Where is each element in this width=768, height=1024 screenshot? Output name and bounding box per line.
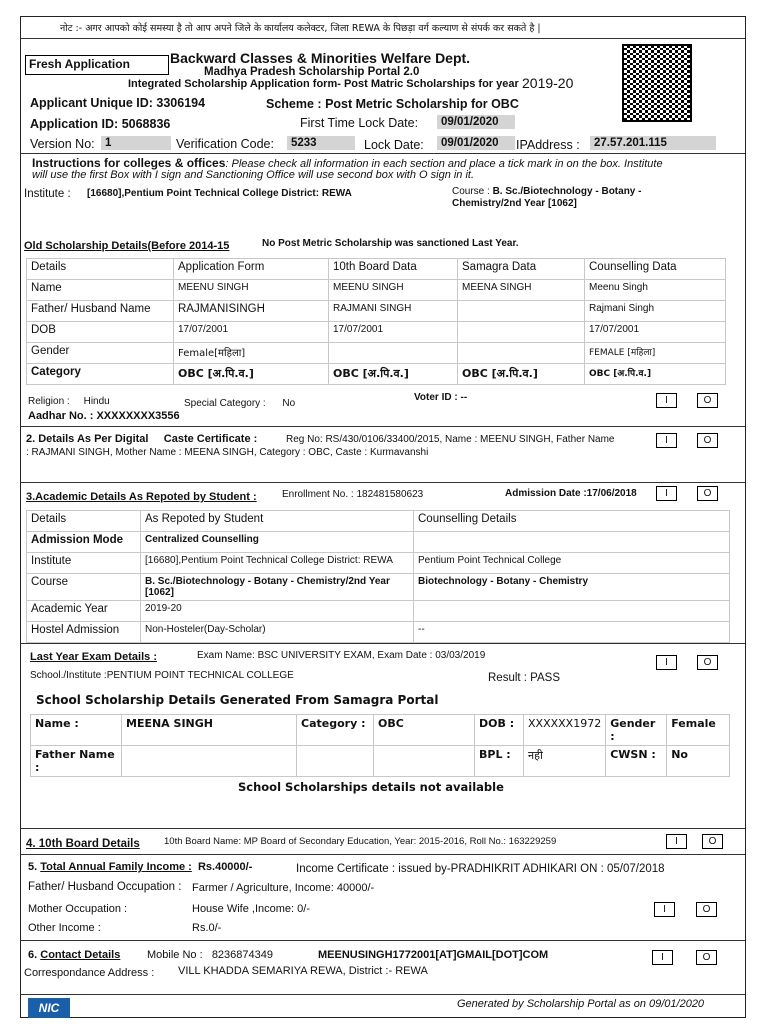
- scheme-value: Post Metric Scholarship for OBC: [325, 97, 519, 111]
- academic-table: [26, 510, 730, 643]
- special-category-value: No: [282, 398, 296, 409]
- table-cell: [329, 343, 458, 364]
- table-cell: [414, 601, 730, 622]
- institute-tick-box[interactable]: I: [656, 433, 677, 448]
- institute-tick-box[interactable]: I: [656, 486, 677, 501]
- course-value-2: Chemistry/2nd Year [1062]: [452, 198, 577, 209]
- academic-title: 3.Academic Details As Repoted by Student :: [26, 491, 257, 503]
- divider: [20, 854, 745, 855]
- table-header-cell: 10th Board Data: [329, 259, 458, 280]
- board-title: 4. 10th Board Details: [26, 838, 140, 850]
- unique-id-value: 3306194: [156, 96, 206, 110]
- first-lock-value: 09/01/2020: [437, 115, 515, 129]
- ip-value: 27.57.201.115: [590, 136, 716, 150]
- table-row: [27, 553, 730, 574]
- table-row: [27, 280, 726, 301]
- father-occupation-label: Father/ Husband Occupation :: [28, 881, 182, 893]
- table-cell: Meenu Singh: [585, 280, 726, 301]
- voter-id: Voter ID : --: [414, 392, 468, 403]
- table-cell: Gender: [27, 343, 174, 364]
- table-header-cell: Samagra Data: [458, 259, 585, 280]
- table-cell: Category: [27, 364, 174, 385]
- table-cell: RAJMANI SINGH: [329, 301, 458, 322]
- table-cell: RAJMANISINGH: [174, 301, 329, 322]
- table-cell: MEENU SINGH: [329, 280, 458, 301]
- table-cell: DOB :: [475, 715, 524, 746]
- table-row: [27, 343, 726, 364]
- table-cell: Hostel Admission: [27, 622, 141, 643]
- address-value: VILL KHADDA SEMARIYA REWA, District :- REWA: [178, 965, 428, 977]
- institute-label: Institute :: [24, 188, 71, 200]
- last-exam-title: Last Year Exam Details :: [30, 651, 157, 663]
- version-label: Version No:: [30, 137, 95, 151]
- course-label: Course :: [452, 186, 490, 197]
- income-certificate: Income Certificate : issued by-PRADHIKRIT ADHIKARI ON : 05/07/2018: [296, 863, 665, 875]
- mobile-label: Mobile No :: [147, 949, 203, 961]
- instructions: [32, 156, 663, 170]
- divider: [20, 153, 745, 154]
- table-row: [31, 746, 730, 777]
- table-row: [27, 364, 726, 385]
- table-cell: [414, 532, 730, 553]
- income-title: Total Annual Family Income :: [40, 861, 192, 873]
- institute-tick-box[interactable]: I: [654, 902, 675, 917]
- table-cell: [16680],Pentium Point Technical College District: REWA: [141, 553, 414, 574]
- table-cell: No: [667, 746, 730, 777]
- table-cell: BPL :: [475, 746, 524, 777]
- lock-date-value: 09/01/2020: [437, 136, 515, 150]
- course-value-1: B. Sc./Biotechnology - Botany -: [492, 186, 642, 197]
- contact-title: Contact Details: [40, 949, 121, 961]
- table-cell: Father Name :: [31, 746, 122, 777]
- school-scholarship-table: [30, 714, 730, 777]
- office-tick-box[interactable]: O: [702, 834, 723, 849]
- office-tick-box[interactable]: O: [697, 486, 718, 501]
- lock-date-label: Lock Date:: [364, 138, 424, 152]
- table-cell: Name :: [31, 715, 122, 746]
- table-cell: Pentium Point Technical College: [414, 553, 730, 574]
- divider: [20, 482, 745, 483]
- table-cell: [458, 322, 585, 343]
- table-cell: Biotechnology - Botany - Chemistry: [414, 574, 730, 601]
- table-cell: Non-Hosteler(Day-Scholar): [141, 622, 414, 643]
- table-cell: MEENA SINGH: [122, 715, 297, 746]
- table-row: [27, 574, 730, 601]
- table-cell: Institute: [27, 553, 141, 574]
- top-note: नोट :- अगर आपको कोई समस्या है तो आप अपने जिले के कार्यालय कलेक्टर, जिला REWA के पिछड़ा वर्ग कल्याण से संपर्क कर सकते है |: [60, 23, 541, 34]
- table-cell: [458, 343, 585, 364]
- institute-tick-box[interactable]: I: [652, 950, 673, 965]
- table-cell: Category :: [297, 715, 374, 746]
- table-cell: Female: [667, 715, 730, 746]
- institute-tick-box[interactable]: I: [666, 834, 687, 849]
- instructions-label: Instructions for colleges & offices: [32, 156, 226, 170]
- scheme-label: Scheme :: [266, 97, 322, 111]
- table-header-cell: As Repoted by Student: [141, 511, 414, 532]
- table-cell: Female[महिला]: [174, 343, 329, 364]
- application-id-row: [30, 117, 170, 131]
- unique-id-label: Applicant Unique ID:: [30, 96, 153, 110]
- contact-title-row: [28, 949, 120, 961]
- caste-text-1: Reg No: RS/430/0106/33400/2015, Name : MEENU SINGH, Father Name: [286, 434, 615, 445]
- fresh-application-badge: Fresh Application: [25, 55, 169, 75]
- institute-tick-box[interactable]: I: [656, 393, 677, 408]
- table-header-cell: Application Form: [174, 259, 329, 280]
- table-cell: MEENU SINGH: [174, 280, 329, 301]
- table-row: [27, 601, 730, 622]
- office-tick-box[interactable]: O: [697, 655, 718, 670]
- form-year: 2019-20: [522, 75, 574, 91]
- enrollment: Enrollment No. : 182481580623: [282, 489, 424, 500]
- table-cell: 17/07/2001: [329, 322, 458, 343]
- mobile-value: 8236874349: [211, 949, 273, 961]
- course-row-1: [452, 186, 641, 197]
- institute-value: [16680],Pentium Point Technical College District: REWA: [87, 188, 352, 199]
- qr-code: [622, 44, 692, 122]
- table-row: [27, 532, 730, 553]
- contact-title-num: 6.: [28, 949, 38, 961]
- email-value: MEENUSINGH1772001[AT]GMAIL[DOT]COM: [318, 949, 549, 961]
- religion-value: Hindu: [83, 396, 110, 407]
- religion-label: Religion :: [28, 396, 70, 407]
- divider: [20, 940, 745, 941]
- table-cell: --: [414, 622, 730, 643]
- religion-row: [28, 396, 110, 407]
- table-header-row: [27, 511, 730, 532]
- table-cell: XXXXXX1972: [524, 715, 606, 746]
- mother-occupation-label: Mother Occupation :: [28, 903, 128, 915]
- table-cell: B. Sc./Biotechnology - Botany - Chemistry/2nd Year [1062]: [141, 574, 414, 601]
- table-cell: नही: [524, 746, 606, 777]
- divider: [20, 994, 745, 995]
- ip-label: IPAddress :: [516, 138, 580, 152]
- table-cell: [297, 746, 374, 777]
- board-details: 10th Board Name: MP Board of Secondary Education, Year: 2015-2016, Roll No.: 163229259: [164, 836, 557, 847]
- table-header-row: [27, 259, 726, 280]
- generated-note: Generated by Scholarship Portal as on 09/01/2020: [457, 998, 705, 1010]
- table-cell: Academic Year: [27, 601, 141, 622]
- aadhar-value: XXXXXXXX3556: [96, 410, 180, 422]
- table-cell: [458, 301, 585, 322]
- other-income-label: Other Income :: [28, 922, 101, 934]
- table-cell: Father/ Husband Name: [27, 301, 174, 322]
- table-cell: 2019-20: [141, 601, 414, 622]
- income-amount: Rs.40000/-: [197, 861, 253, 873]
- other-income-value: Rs.0/-: [192, 922, 222, 934]
- last-exam-result: Result : PASS: [488, 672, 561, 684]
- office-tick-box[interactable]: O: [697, 433, 718, 448]
- first-lock-label: First Time Lock Date:: [300, 116, 419, 130]
- office-tick-box[interactable]: O: [696, 950, 717, 965]
- aadhar-row: [28, 410, 180, 422]
- table-cell: 17/07/2001: [585, 322, 726, 343]
- table-cell: OBC [अ.पि.व.]: [585, 364, 726, 385]
- table-cell: MEENA SINGH: [458, 280, 585, 301]
- school-scholarship-title: School Scholarship Details Generated From Samagra Portal: [36, 693, 439, 707]
- last-exam-school: School./Institute :PENTIUM POINT TECHNICAL COLLEGE: [30, 670, 294, 681]
- divider: [20, 828, 745, 829]
- portal-title: Madhya Pradesh Scholarship Portal 2.0: [204, 66, 420, 78]
- last-exam-details: Exam Name: BSC UNIVERSITY EXAM, Exam Date : 03/03/2019: [197, 650, 486, 661]
- table-header-cell: Counselling Details: [414, 511, 730, 532]
- institute-tick-box[interactable]: I: [656, 655, 677, 670]
- dept-title: Backward Classes & Minorities Welfare Dept.: [170, 50, 471, 66]
- divider: [20, 38, 745, 39]
- table-cell: [374, 746, 475, 777]
- verification-label: Verification Code:: [176, 137, 274, 151]
- special-category-label: Special Category :: [184, 398, 266, 409]
- caste-title: [26, 433, 257, 445]
- table-cell: OBC [अ.पि.व.]: [458, 364, 585, 385]
- unique-id-row: [30, 96, 205, 110]
- table-header-cell: Details: [27, 259, 174, 280]
- table-row: [27, 622, 730, 643]
- table-cell: Name: [27, 280, 174, 301]
- office-tick-box[interactable]: O: [697, 393, 718, 408]
- version-value: 1: [101, 136, 171, 150]
- mother-occupation-value: House Wife ,Income: 0/-: [192, 903, 310, 915]
- office-tick-box[interactable]: O: [696, 902, 717, 917]
- special-category-row: [184, 398, 295, 409]
- comparison-table: [26, 258, 726, 385]
- nic-logo: NIC: [28, 998, 70, 1018]
- table-cell: CWSN :: [606, 746, 667, 777]
- address-label: Correspondance Address :: [24, 967, 155, 979]
- table-cell: Rajmani Singh: [585, 301, 726, 322]
- table-cell: [122, 746, 297, 777]
- instructions-text-1: : Please check all information in each section and place a tick mark in on the box. Institute: [225, 158, 663, 170]
- father-occupation-value: Farmer / Agriculture, Income: 40000/-: [192, 882, 375, 894]
- table-cell: OBC: [374, 715, 475, 746]
- verification-value: 5233: [287, 136, 355, 150]
- caste-title-part: Caste Certificate :: [163, 433, 258, 445]
- table-cell: FEMALE [महिला]: [585, 343, 726, 364]
- table-header-cell: Counselling Data: [585, 259, 726, 280]
- caste-text-2: : RAJMANI SINGH, Mother Name : MEENA SINGH, Category : OBC, Caste : Kurmavanshi: [26, 447, 429, 458]
- old-scholarship-note: No Post Metric Scholarship was sanctioned Last Year.: [262, 238, 519, 249]
- table-cell: Course: [27, 574, 141, 601]
- app-id-label: Application ID:: [30, 117, 119, 131]
- caste-title-part: 2. Details As Per Digital: [26, 433, 149, 445]
- scheme-row: [266, 97, 519, 111]
- table-header-cell: Details: [27, 511, 141, 532]
- table-cell: 17/07/2001: [174, 322, 329, 343]
- table-row: [27, 301, 726, 322]
- divider: [20, 426, 745, 427]
- table-cell: DOB: [27, 322, 174, 343]
- table-cell: OBC [अ.पि.व.]: [329, 364, 458, 385]
- table-cell: Gender :: [606, 715, 667, 746]
- income-title-num: 5.: [28, 861, 38, 873]
- mobile-row: [147, 949, 273, 961]
- app-id-value: 5068836: [121, 117, 171, 131]
- aadhar-label: Aadhar No. :: [28, 410, 94, 422]
- table-cell: Admission Mode: [27, 532, 141, 553]
- admission-date: Admission Date :17/06/2018: [505, 488, 637, 499]
- instructions-text-2: will use the first Box with I sign and Sanctioning Office will use second box with O sign in it.: [32, 169, 475, 181]
- school-scholarship-unavailable: School Scholarships details not available: [238, 780, 504, 794]
- income-title-row: [28, 861, 252, 873]
- form-title: Integrated Scholarship Application form- Post Matric Scholarships for year: [128, 78, 519, 90]
- divider: [20, 643, 745, 644]
- table-cell: OBC [अ.पि.व.]: [174, 364, 329, 385]
- old-scholarship-title: Old Scholarship Details(Before 2014-15: [24, 240, 230, 252]
- table-row: [31, 715, 730, 746]
- table-cell: Centralized Counselling: [141, 532, 414, 553]
- table-row: [27, 322, 726, 343]
